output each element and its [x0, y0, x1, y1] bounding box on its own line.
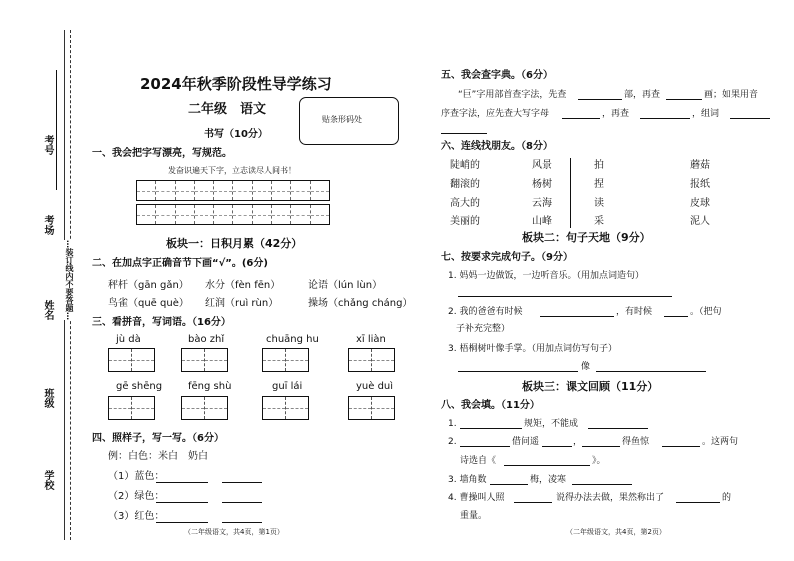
q8-4c: 的 [722, 493, 732, 503]
q8-3b: 梅，凌寒 [530, 475, 567, 485]
label-class: 班级 [42, 388, 53, 408]
question-7: 七、按要求完成句子。（9分） [441, 252, 573, 263]
q3-answer-box[interactable] [262, 396, 309, 420]
q3-answer-box[interactable] [108, 396, 155, 420]
q6-item[interactable]: 皮球 [690, 198, 710, 209]
q8-4d: 重量。 [460, 511, 488, 521]
q8-4b: 说得办法去做，果然称出了 [556, 493, 665, 503]
q6-item[interactable]: 翻滚的 [450, 179, 480, 190]
q3-pinyin: guī lái [272, 381, 303, 392]
q2-item[interactable]: 秤杆（gān gǎn） [108, 280, 189, 291]
q5-line1: “巨”字用部首查字法，先查 [458, 90, 567, 100]
q8-4a: 4. 曹操叫人照 [448, 493, 505, 503]
q6-item[interactable]: 读 [594, 198, 604, 209]
q4-item-red: （3）红色： [108, 511, 165, 522]
question-8: 八、我会填。（11分） [441, 400, 540, 411]
q2-item[interactable]: 鸟雀（quē què） [108, 298, 189, 309]
page-title: 2024年秋季阶段性导学练习 [140, 75, 332, 93]
answer-line[interactable] [441, 133, 487, 134]
q3-pinyin: gē shēng [116, 381, 163, 392]
q6-item[interactable]: 陡峭的 [450, 160, 480, 171]
q8-2g: 》。 [592, 456, 606, 466]
q8-2c: ， [573, 437, 583, 447]
q6-item[interactable]: 捏 [594, 179, 604, 190]
q7-2b: ，有时候 [616, 307, 653, 317]
q8-2e: 。这两句 [702, 437, 739, 447]
q8-2d: 得鱼惊 [622, 437, 650, 447]
question-5: 五、我会查字典。（6分） [441, 70, 553, 81]
q6-item[interactable]: 蘑菇 [690, 160, 710, 171]
q6-item[interactable]: 美丽的 [450, 216, 480, 227]
answer-line[interactable] [490, 484, 528, 485]
answer-line[interactable] [504, 465, 590, 466]
exam-number-line [56, 70, 57, 190]
q8-2a: 2. [448, 437, 457, 447]
answer-line[interactable] [514, 502, 552, 503]
q8-1b: 规矩，不能成 [524, 419, 579, 429]
q4-item-green: （2）绿色： [108, 491, 165, 502]
answer-line[interactable] [588, 428, 648, 429]
q8-2b: 借问遥 [512, 437, 540, 447]
q3-answer-box[interactable] [108, 348, 155, 372]
q8-3a: 3. 墙角数 [448, 475, 487, 485]
q3-pinyin: bào zhǐ [188, 334, 225, 345]
binding-notice: …装订线内不要答题… [65, 240, 74, 320]
answer-line[interactable] [458, 371, 578, 372]
answer-line[interactable] [458, 296, 672, 297]
answer-line[interactable] [460, 446, 510, 447]
answer-line[interactable] [156, 522, 208, 523]
q7-1: 1. 妈妈一边做饭，一边听音乐。（用加点词造句） [448, 271, 644, 281]
q6-item[interactable]: 杨树 [532, 179, 552, 190]
answer-line[interactable] [572, 484, 632, 485]
q3-pinyin: yuè duì [356, 381, 394, 392]
writing-grid-row2[interactable] [136, 204, 330, 225]
page-footer-left: （二年级语文，共4页，第1页） [184, 528, 284, 536]
q4-item-blue: （1）蓝色： [108, 471, 165, 482]
module-1-heading: 板块一：日积月累（42分） [166, 237, 303, 250]
answer-line[interactable] [676, 502, 720, 503]
q5-line2c: ，组词 [692, 109, 720, 119]
label-name: 姓名 [42, 300, 53, 320]
q3-pinyin: fēng shù [188, 381, 232, 392]
answer-line[interactable] [640, 118, 690, 119]
answer-line[interactable] [156, 502, 208, 503]
answer-line[interactable] [460, 428, 522, 429]
answer-line[interactable] [730, 118, 770, 119]
answer-line[interactable] [582, 446, 620, 447]
q6-item[interactable]: 山峰 [532, 216, 552, 227]
page-subtitle: 二年级 语文 [188, 102, 267, 117]
question-4: 四、照样子，写一写。（6分） [92, 433, 224, 444]
q5-line1c: 画；如果用音 [704, 90, 759, 100]
q7-3b: 像 [581, 362, 591, 372]
q3-pinyin: jù dà [116, 334, 141, 345]
q3-answer-box[interactable] [348, 348, 395, 372]
label-school: 学校 [42, 470, 53, 490]
question-3: 三、看拼音，写词语。（16分） [92, 317, 231, 328]
q6-item[interactable]: 云海 [532, 198, 552, 209]
q6-item[interactable]: 风景 [532, 160, 552, 171]
label-exam-number: 考号 [42, 135, 53, 155]
module-3-heading: 板块三：课文回顾（11分） [522, 380, 659, 393]
q4-example: 例：白色：米白 奶白 [108, 451, 208, 462]
question-2: 二、在加点字正确音节下画“√”。(6分) [92, 258, 268, 269]
writing-header: 书写（10分） [204, 129, 268, 140]
answer-line[interactable] [578, 99, 622, 100]
q2-item[interactable]: 水分（fèn fēn） [205, 280, 281, 291]
page-footer-right: （二年级语文，共4页，第2页） [566, 528, 666, 536]
q3-answer-box[interactable] [181, 396, 228, 420]
q5-line2: 序查字法，应先查大写字母 [441, 109, 550, 119]
answer-line[interactable] [222, 522, 262, 523]
q3-pinyin: chuāng hu [266, 334, 319, 345]
q8-2f: 诗选自《 [460, 456, 497, 466]
answer-line[interactable] [222, 482, 262, 483]
q2-item[interactable]: 论语（lún lùn） [308, 280, 383, 291]
q7-2c: 。（把句 [690, 307, 722, 317]
q3-answer-box[interactable] [262, 348, 309, 372]
answer-line[interactable] [666, 99, 702, 100]
answer-line[interactable] [664, 316, 688, 317]
label-exam-room: 考场 [42, 215, 53, 235]
q2-item[interactable]: 红润（ruì rùn） [205, 298, 279, 309]
q2-item[interactable]: 操场（chǎng cháng） [308, 298, 413, 309]
q6-item[interactable]: 高大的 [450, 198, 480, 209]
question-6: 六、连线找朋友。（8分） [441, 141, 553, 152]
answer-line[interactable] [596, 371, 706, 372]
q3-pinyin: xī liàn [356, 334, 386, 345]
barcode-label: 贴条形码处 [322, 115, 362, 124]
answer-line[interactable] [542, 446, 572, 447]
q6-item[interactable]: 拍 [594, 160, 604, 171]
module-2-heading: 板块二：句子天地（9分） [522, 231, 651, 244]
answer-line[interactable] [662, 446, 700, 447]
q5-line1b: 部，再查 [624, 90, 661, 100]
q7-3: 3. 梧桐树叶像手掌。（用加点词仿写句子） [448, 344, 617, 354]
question-1: 一、我会把字写漂亮，写规范。 [92, 148, 232, 159]
q6-item[interactable]: 泥人 [690, 216, 710, 227]
q1-sentence: 发奋识遍天下字，立志读尽人间书！ [168, 166, 296, 175]
q6-item[interactable]: 采 [594, 216, 604, 227]
answer-line[interactable] [562, 118, 600, 119]
q6-item[interactable]: 报纸 [690, 179, 710, 190]
q7-2d: 子补充完整） [456, 324, 511, 334]
writing-grid-row1[interactable] [136, 180, 330, 201]
q3-answer-box[interactable] [181, 348, 228, 372]
answer-line[interactable] [156, 482, 208, 483]
q3-answer-box[interactable] [348, 396, 395, 420]
answer-line[interactable] [540, 316, 614, 317]
q5-line2b: ，再查 [602, 109, 630, 119]
q7-2a: 2. 我的爸爸有时候 [448, 307, 523, 317]
answer-line[interactable] [222, 502, 262, 503]
column-divider [570, 158, 571, 228]
